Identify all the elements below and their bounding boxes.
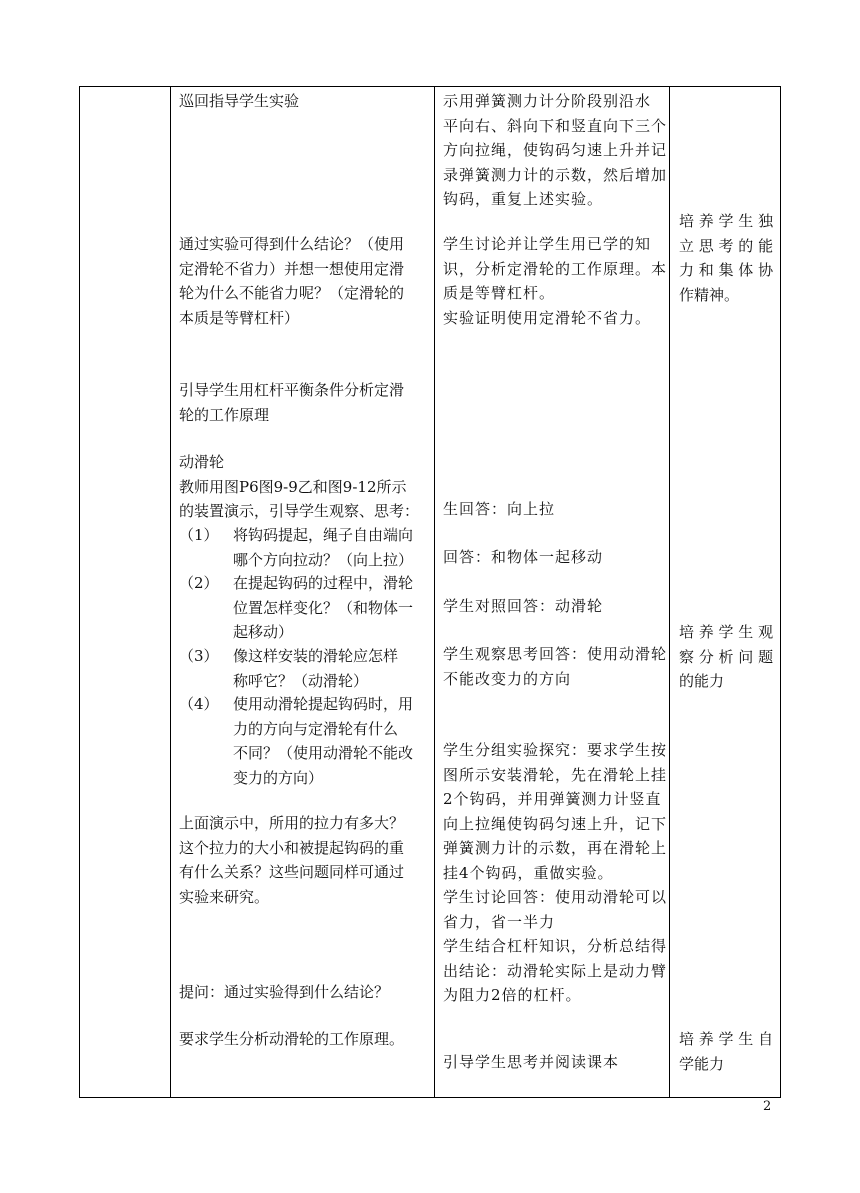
- text-line: 变力的方向）: [233, 768, 324, 787]
- text-line: 巡回指导学生实验: [179, 92, 300, 110]
- text-line: 省力，省一半力: [443, 912, 556, 931]
- text-block: [443, 594, 603, 619]
- text-block: [443, 232, 667, 330]
- text-line: 出结论：动滑轮实际上是动力臂: [443, 961, 668, 980]
- text-block: [179, 450, 419, 524]
- text-line: 向上拉绳使钩码匀速上升，记下: [443, 814, 668, 833]
- text-line: 示用弹簧测力计分阶段别沿水: [443, 92, 652, 110]
- text-line: 立 思 考 的 能: [679, 236, 774, 255]
- text-block: [179, 980, 389, 1005]
- column-divider: [434, 87, 435, 1097]
- text-line: 力的方向与定滑轮有什么: [233, 719, 399, 738]
- text-block: [679, 620, 773, 694]
- text-line: 力 和 集 体 协: [679, 261, 774, 279]
- item-text: [233, 523, 413, 572]
- text-line: 通过实验可得到什么结论？（使用: [179, 235, 405, 253]
- text-line: 挂4个钩码，重做实验。: [443, 863, 614, 882]
- text-line: 学生对照回答：动滑轮: [443, 597, 604, 615]
- text-line: 使用动滑轮提起钩码时，用: [233, 695, 414, 713]
- text-block: [679, 209, 773, 307]
- text-block: [179, 811, 404, 909]
- text-line: 实验来研究。: [179, 887, 270, 906]
- text-block: [443, 545, 603, 570]
- text-block: [179, 89, 299, 114]
- text-line: 方向拉绳，使钩码匀速上升并记: [443, 141, 668, 159]
- text-line: 轮为什么不能省力呢？（定滑轮的: [179, 284, 405, 302]
- text-line: 培 养 学 生 独: [679, 212, 774, 230]
- text-line: 不同？（使用动滑轮不能改: [233, 744, 414, 762]
- page-number: 2: [763, 1099, 772, 1114]
- text-block: [179, 232, 404, 330]
- text-line: 位置怎样变化？（和物体一: [233, 598, 414, 617]
- text-line: 引导学生用杠杆平衡条件分析定滑: [179, 381, 405, 399]
- text-line: 录弹簧测力计的示数，然后增加: [443, 165, 668, 184]
- text-line: 要求学生分析动滑轮的工作原理。: [179, 1030, 405, 1048]
- text-line: 学生讨论并让学生用已学的知: [443, 235, 652, 253]
- text-line: 回答：和物体一起移动: [443, 548, 604, 566]
- text-line: 识，分析定滑轮的工作原理。本: [443, 259, 668, 278]
- text-block: [443, 1050, 619, 1075]
- item-number: （3）: [179, 647, 219, 665]
- text-line: 上面演示中，所用的拉力有多大？: [179, 814, 405, 832]
- text-line: 钩码，重复上述实验。: [443, 190, 604, 208]
- text-block: [179, 1027, 404, 1052]
- text-line: 2个钩码，并用弹簧测力计竖直: [443, 790, 662, 808]
- text-line: 动滑轮: [179, 453, 225, 471]
- text-line: 有什么关系？这些问题同样可通过: [179, 863, 405, 881]
- column-divider: [669, 87, 670, 1097]
- text-line: 的装置演示，引导学生观察、思考：: [179, 502, 420, 520]
- text-line: 学生分组实验探究：要求学生按: [443, 741, 668, 759]
- text-line: 察 分 析 问 题: [679, 647, 774, 666]
- text-line: 平向右、斜向下和竖直向下三个: [443, 116, 668, 135]
- text-line: 生回答：向上拉: [443, 500, 556, 518]
- item-number: （1）: [179, 526, 219, 544]
- text-line: 学生观察思考回答：使用动滑轮: [443, 645, 668, 663]
- text-line: 起移动）: [233, 623, 294, 641]
- text-line: 的能力: [679, 672, 725, 690]
- text-line: 这个拉力的大小和被提起钩码的重: [179, 838, 405, 857]
- text-line: 学生讨论回答：使用动滑轮可以: [443, 888, 668, 906]
- text-line: 弹簧测力计的示数，再在滑轮上: [443, 839, 668, 857]
- text-line: 为阻力2倍的杠杆。: [443, 986, 582, 1004]
- text-line: 像这样安装的滑轮应怎样: [233, 647, 399, 665]
- text-line: 哪个方向拉动？（向上拉）: [233, 550, 414, 569]
- text-line: 轮的工作原理: [179, 405, 270, 424]
- item-text: [233, 692, 413, 790]
- text-block: [179, 378, 404, 427]
- text-line: 作精神。: [679, 285, 740, 304]
- text-line: 图所示安装滑轮，先在滑轮上挂: [443, 765, 668, 784]
- text-line: 不能改变力的方向: [443, 669, 572, 688]
- text-line: 培 养 学 生 观: [679, 623, 774, 641]
- text-block: [443, 89, 667, 212]
- text-line: 学能力: [679, 1054, 725, 1073]
- text-line: 引导学生思考并阅读课本: [443, 1053, 620, 1071]
- text-line: 培 养 学 生 自: [679, 1030, 774, 1048]
- text-block: [443, 642, 667, 691]
- text-line: 在提起钩码的过程中，滑轮: [233, 574, 414, 592]
- text-block: [443, 497, 555, 522]
- item-number: （4）: [179, 695, 219, 713]
- item-number: （2）: [179, 574, 219, 592]
- text-line: 实验证明使用定滑轮不省力。: [443, 308, 652, 327]
- text-line: 提问：通过实验得到什么结论？: [179, 983, 390, 1001]
- text-line: 学生结合杠杆知识，分析总结得: [443, 937, 668, 955]
- text-line: 定滑轮不省力）并想一想使用定滑: [179, 259, 405, 278]
- item-text: [233, 571, 413, 645]
- text-line: 称呼它？（动滑轮）: [233, 671, 369, 690]
- text-line: 本质是等臂杠杆）: [179, 308, 300, 327]
- item-text: [233, 644, 398, 693]
- text-block: [679, 1027, 773, 1076]
- text-line: 教师用图P6图9-9乙和图9-12所示: [179, 477, 407, 496]
- text-block: [443, 738, 667, 1008]
- text-line: 质是等臂杠杆。: [443, 284, 556, 302]
- column-divider: [170, 87, 171, 1097]
- text-line: 将钩码提起，绳子自由端向: [233, 526, 414, 544]
